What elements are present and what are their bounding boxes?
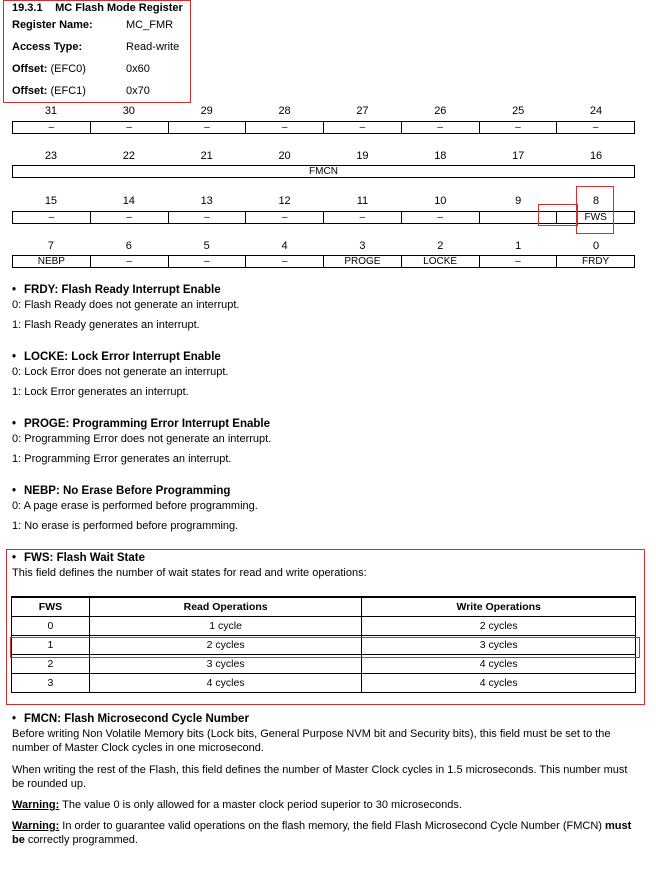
register-row-3: – – – – – – FWS	[12, 211, 635, 224]
section-frdy: • FRDY: Flash Ready Interrupt Enable 0: Flash Ready does not generate an interrupt. 1: Flash Ready generates an interrupt.	[12, 284, 240, 331]
bit-numbers-row-3: 15 14 13 12 11 10 9 8	[44, 195, 600, 207]
register-row-1: – – – – – – – –	[12, 121, 635, 134]
info-offset-efc0: Offset: (EFC0) 0x60	[12, 63, 150, 75]
section-number: 19.3.1	[12, 2, 43, 14]
highlight-box-bit8	[576, 186, 614, 234]
warning-2: Warning: In order to guarantee valid operations on the flash memory, the field Flash Microsecond Cycle Number (FMCN) must be correctly programmed.	[12, 820, 632, 846]
bit-numbers-row-4: 7 6 5 4 3 2 1 0	[47, 240, 600, 252]
register-row-4: NEBP – – – PROGE LOCKE – FRDY	[12, 255, 635, 268]
field-fmcn: FMCN	[309, 166, 338, 177]
section-proge: • PROGE: Programming Error Interrupt Enable 0: Programming Error does not generate an interrupt. 1: Programming Error generates an interrupt.	[12, 418, 272, 465]
register-row-2	[12, 165, 635, 178]
info-access-type: Access Type: Read-write	[12, 41, 180, 53]
info-offset-efc1: Offset: (EFC1) 0x70	[12, 85, 150, 97]
register-title: MC Flash Mode Register	[55, 2, 183, 14]
section-fws: • FWS: Flash Wait State This field defines the number of wait states for read and write operations:	[12, 552, 367, 579]
table-header-row: FWS Read Operations Write Operations	[12, 597, 636, 617]
section-fmcn: • FMCN: Flash Microsecond Cycle Number Before writing Non Volatile Memory bits (Lock bits, General Purpose NVM bit and Security bits), this field must be set to the number of Master Clock cycles in one microsecond. When writing the rest of the Flash, this field defines the number of Master Clock cycles in 1.5 microseconds. This number must be rounded up. Warning: The value 0 is only allowed for a master clock period superior to 30 microseconds. Warning: In order to guarantee valid operations on the flash memory, the field Flash Microsecond Cycle Number (FMCN) must be correctly programmed.	[12, 713, 642, 847]
fws-table	[11, 596, 636, 693]
field-fws: FWS	[556, 212, 634, 223]
table-row: 0 1 cycle 2 cycles	[12, 617, 636, 636]
register-info	[12, 18, 188, 106]
warning-1: Warning: The value 0 is only allowed for a master clock period superior to 30 microseconds.	[12, 799, 462, 811]
section-locke: • LOCKE: Lock Error Interrupt Enable 0: Lock Error does not generate an interrupt. 1: Lock Error generates an interrupt.	[12, 351, 229, 398]
info-register-name: Register Name: MC_FMR	[12, 19, 174, 31]
bit-numbers-row-2: 23 22 21 20 19 18 17 16	[44, 150, 603, 162]
table-row: 3 4 cycles 4 cycles	[12, 674, 636, 693]
table-row: 2 3 cycles 4 cycles	[12, 655, 636, 674]
section-nebp: • NEBP: No Erase Before Programming 0: A page erase is performed before programming. 1: No erase is performed before programming.	[12, 485, 258, 532]
section-heading	[12, 2, 183, 14]
table-row: 1 2 cycles 3 cycles	[12, 636, 636, 655]
bit-numbers-row-1: 31 30 29 28 27 26 25 24	[44, 105, 603, 117]
